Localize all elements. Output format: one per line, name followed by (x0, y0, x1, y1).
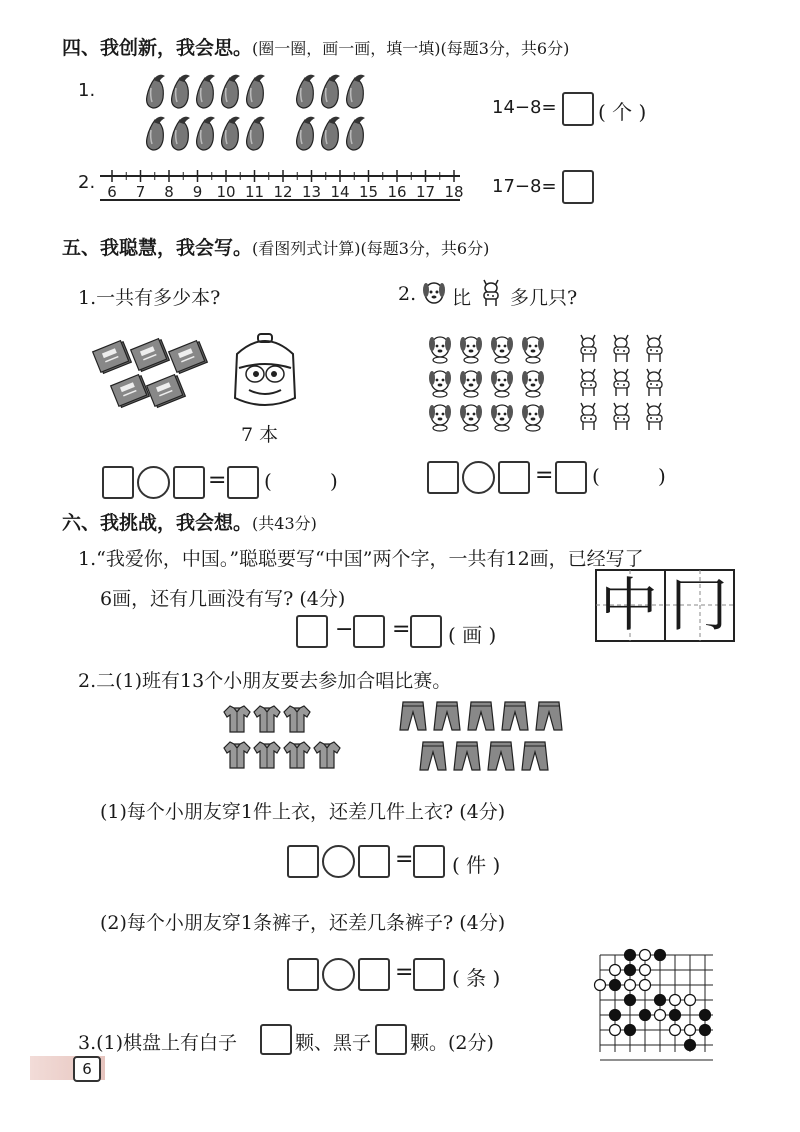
section-5-note: (看图列式计算)(每题3分，共6分) (252, 239, 490, 258)
pants-icon (468, 702, 494, 730)
q5-2-open-paren: ( (592, 464, 600, 488)
number-line-label: 18 (444, 183, 464, 201)
books-group (96, 335, 226, 415)
q6-1-equals: = (392, 617, 411, 642)
section-4-note: (圈一圈，画一画，填一填)(每题3分，共6分) (252, 39, 570, 58)
white-stone (640, 980, 651, 991)
eggplant-icon (197, 117, 215, 150)
eggplant-icon (347, 75, 365, 108)
deer-icon (581, 369, 596, 396)
q6-2-sub2: (2)每个小朋友穿1条裤子，还差几条裤子? (4分) (100, 912, 506, 934)
q5-1-close-paren: ) (330, 469, 338, 493)
black-stone (625, 965, 636, 976)
number-line-label: 8 (164, 183, 174, 201)
book-icon (147, 374, 186, 408)
number-line-label: 17 (415, 183, 436, 201)
section-6-heading (62, 508, 317, 535)
black-stone (655, 950, 666, 961)
q5-2-bi: 比 (452, 287, 472, 309)
q5-2-box-a[interactable] (427, 461, 459, 494)
pants-group (400, 700, 570, 780)
puppy-icon (491, 371, 513, 397)
number-line-label: 15 (358, 183, 379, 201)
q6-2-2-box-b[interactable] (358, 958, 390, 991)
deer-group (575, 333, 675, 433)
number-line-label: 16 (387, 183, 407, 201)
number-line-label: 6 (107, 183, 117, 201)
eggplant-icon (297, 75, 315, 108)
backpack-icon (225, 332, 305, 412)
eggplant-icon (172, 117, 190, 150)
pants-icon (454, 742, 480, 770)
eggplant-icon (147, 117, 165, 150)
book-icon (111, 374, 150, 408)
black-stone (700, 1025, 711, 1036)
white-stone (625, 980, 636, 991)
eggplant-icon (247, 75, 265, 108)
q5-1-equals: = (208, 468, 227, 493)
q5-2-operator-circle[interactable] (462, 461, 495, 494)
char-zhong: 中 (600, 571, 659, 639)
q5-2-close-paren: ) (658, 464, 666, 488)
deer-icon (581, 335, 596, 362)
black-stone (685, 1040, 696, 1051)
character-practice-grid (595, 569, 735, 642)
number-line-label: 12 (273, 183, 293, 201)
white-stone (685, 1025, 696, 1036)
q6-1-line1: 1.“我爱你，中国。”聪聪要写“中国”两个字，一共有12画，已经写了 (78, 548, 644, 570)
q4-1-answer-box[interactable] (562, 92, 594, 126)
black-stone (640, 1010, 651, 1021)
eggplant-icon (147, 75, 165, 108)
pants-icon (536, 702, 562, 730)
puppy-icon (460, 405, 482, 431)
eggplant-icon (247, 117, 265, 150)
q6-2-1-unit: ( 件 ) (452, 853, 501, 877)
q5-1-question: 1.一共有多少本? (78, 287, 221, 309)
section-6-note: (共43分) (252, 514, 317, 533)
char-partial-guo: 冂 (670, 571, 729, 639)
black-stone (670, 1010, 681, 1021)
eggplant-icon (197, 75, 215, 108)
deer-icon (581, 403, 596, 430)
number-line-label: 14 (330, 183, 350, 201)
deer-icon (614, 369, 629, 396)
puppy-icon (522, 371, 544, 397)
black-stone (655, 995, 666, 1006)
pants-icon (400, 702, 426, 730)
q6-3-white-count-box[interactable] (260, 1024, 292, 1055)
q6-1-line2: 6画，还有几画没有写? (4分) (100, 588, 346, 610)
white-stone (640, 950, 651, 961)
shirt-icon (284, 706, 310, 732)
deer-icon (614, 335, 629, 362)
eggplant-icon (322, 75, 340, 108)
book-icon (169, 340, 208, 374)
q6-2-2-unit: ( 条 ) (452, 966, 501, 990)
q6-2-1-box-a[interactable] (287, 845, 319, 878)
puppy-icon (422, 278, 446, 306)
section-5-heading (62, 233, 489, 260)
q4-1-equation: 14−8= (492, 97, 557, 118)
q6-2-1-operator-circle[interactable] (322, 845, 355, 878)
puppies-group (428, 333, 548, 433)
white-stone (670, 995, 681, 1006)
number-line-label: 7 (135, 183, 146, 201)
pants-icon (502, 702, 528, 730)
deer-icon (647, 403, 662, 430)
shirt-icon (224, 742, 250, 768)
pants-icon (434, 702, 460, 730)
q6-1-box-result[interactable] (410, 615, 442, 648)
shirts-group (222, 704, 342, 784)
q6-2-2-operator-circle[interactable] (322, 958, 355, 991)
q5-1-box-b[interactable] (173, 466, 205, 499)
puppy-icon (429, 405, 451, 431)
section-4-heading (62, 33, 569, 60)
white-stone (655, 1010, 666, 1021)
q6-3-black-count-box[interactable] (375, 1024, 407, 1055)
pants-icon (420, 742, 446, 770)
q6-1-unit: ( 画 ) (448, 623, 497, 647)
number-line-label: 9 (192, 183, 203, 201)
black-stone (625, 995, 636, 1006)
q5-2-label: 2. (398, 283, 417, 305)
puppy-icon (491, 405, 513, 431)
q4-2-label: 2. (78, 172, 96, 193)
q5-1-caption: 7 本 (241, 424, 279, 446)
book-icon (131, 338, 170, 372)
deer-icon (647, 369, 662, 396)
q6-2-question: 2.二(1)班有13个小朋友要去参加合唱比赛。 (78, 670, 452, 692)
q6-2-1-box-result[interactable] (413, 845, 445, 878)
q6-2-2-equals: = (395, 960, 414, 985)
q4-2-equation: 17−8= (492, 176, 557, 197)
white-stone (640, 965, 651, 976)
q4-1-unit: ( 个 ) (598, 100, 647, 124)
q6-3-part1: 3.(1)棋盘上有白子 (78, 1032, 238, 1054)
number-line-label: 11 (244, 183, 265, 201)
puppy-icon (522, 405, 544, 431)
q6-3-part2: 颗、黑子 (295, 1032, 372, 1054)
q4-2-answer-box[interactable] (562, 170, 594, 204)
q6-3-part3: 颗。(2分) (410, 1032, 494, 1054)
q5-2-more: 多几只? (510, 287, 578, 309)
number-line (98, 162, 468, 202)
q4-1-label: 1. (78, 80, 96, 101)
page-number: 6 (73, 1056, 101, 1082)
white-stone (595, 980, 606, 991)
eggplant-icon (297, 117, 315, 150)
puppy-icon (429, 337, 451, 363)
eggplant-icon (172, 75, 190, 108)
q5-2-box-result[interactable] (555, 461, 587, 494)
section-5-title: 五、我聪慧，我会写。 (62, 237, 253, 259)
eggplant-icon (222, 75, 240, 108)
section-6-title: 六、我挑战，我会想。 (62, 512, 253, 534)
q6-1-minus: − (335, 617, 354, 642)
eggplant-icon (222, 117, 240, 150)
q5-2-equals: = (535, 463, 554, 488)
eggplant-group (145, 72, 385, 162)
shirt-icon (314, 742, 340, 768)
shirt-icon (254, 706, 280, 732)
q6-1-box-a[interactable] (296, 615, 328, 648)
q5-1-operator-circle[interactable] (137, 466, 170, 499)
shirt-icon (224, 706, 250, 732)
white-stone (685, 995, 696, 1006)
black-stone (625, 950, 636, 961)
deer-icon (614, 403, 629, 430)
white-stone (670, 1025, 681, 1036)
eggplant-icon (347, 117, 365, 150)
eggplant-icon (322, 117, 340, 150)
puppy-icon (460, 337, 482, 363)
q5-1-box-a[interactable] (102, 466, 134, 499)
q6-2-2-box-result[interactable] (413, 958, 445, 991)
black-stone (610, 1010, 621, 1021)
section-4-title: 四、我创新，我会思。 (62, 37, 253, 59)
q6-2-1-equals: = (395, 847, 414, 872)
shirt-icon (284, 742, 310, 768)
number-line-label: 10 (216, 183, 236, 201)
q5-1-open-paren: ( (264, 469, 272, 493)
black-stone (610, 980, 621, 991)
pants-icon (488, 742, 514, 770)
q5-2-box-b[interactable] (498, 461, 530, 494)
q6-2-2-box-a[interactable] (287, 958, 319, 991)
black-stone (700, 1010, 711, 1021)
q5-1-box-result[interactable] (227, 466, 259, 499)
white-stone (610, 1025, 621, 1036)
pants-icon (522, 742, 548, 770)
white-stone (610, 965, 621, 976)
q6-2-1-box-b[interactable] (358, 845, 390, 878)
puppy-icon (522, 337, 544, 363)
deer-icon (647, 335, 662, 362)
q6-1-box-b[interactable] (353, 615, 385, 648)
go-board (595, 950, 725, 1055)
q6-2-sub1: (1)每个小朋友穿1件上衣，还差几件上衣? (4分) (100, 801, 506, 823)
puppy-icon (429, 371, 451, 397)
puppy-icon (460, 371, 482, 397)
shirt-icon (254, 742, 280, 768)
black-stone (625, 1025, 636, 1036)
puppy-icon (491, 337, 513, 363)
deer-icon (478, 276, 504, 306)
number-line-label: 13 (301, 183, 322, 201)
book-icon (93, 340, 132, 374)
